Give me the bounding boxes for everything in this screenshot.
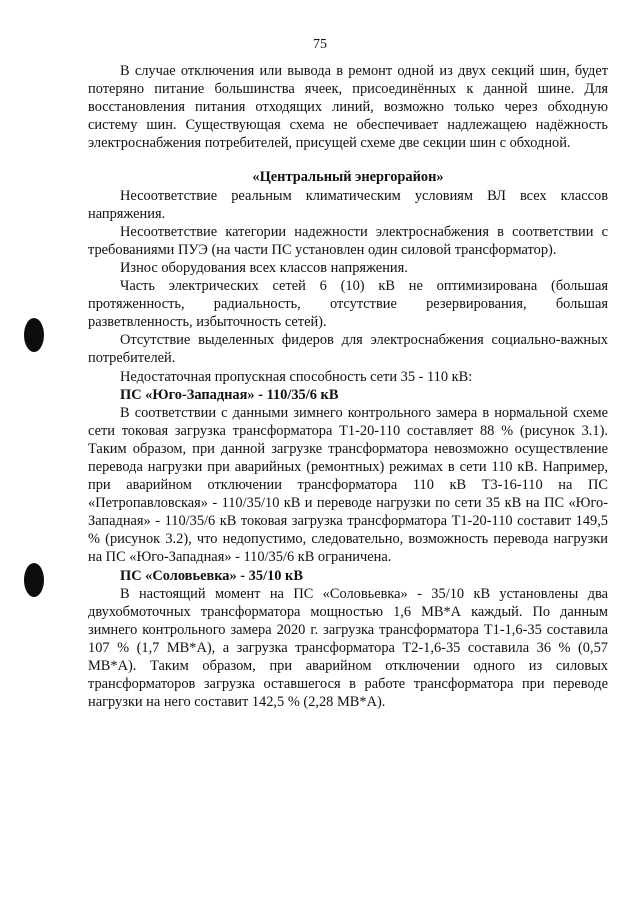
- paragraph-yugo-zapadnaya: В соответствии с данными зимнего контрольного замера в нормальной схеме сети токовая загрузка трансформатора Т1-20-110 составляет 88 % (рисунок 3.1). Таким образом, при данной загрузке трансформатора невозможно осуществление перевода нагрузки при аварийных (ремонтных) режимах в сети 110 кВ. Например, при аварийном отключении трансформатора 110 кВ Т3-16-110 на ПС «Петропавловская» - 110/35/10 кВ и переводе нагрузки по сети 35 кВ на ПС «Юго-Западная» - 110/35/6 кВ токовая загрузка трансформатора Т1-20-110 составит 149,5 % (рисунок 3.2), что недопустимо, следовательно, возможность перевода нагрузки на ПС «Юго-Западная» - 110/35/6 кВ ограничена.: [88, 404, 608, 566]
- paragraph-busbar-sections: В случае отключения или вывода в ремонт одной из двух секций шин, будет потеряно питание большинства ячеек, присоединённых к данной шине. Для восстановления питания отходящих линий, возможно только через обходную систему шин. Существующая схема не обеспечивает надлежащею надёжность электроснабжения потребителей, присущей схеме две секции шин с обходной.: [88, 63, 608, 152]
- paragraph-dedicated-feeders: Отсутствие выделенных фидеров для электроснабжения социально-важных потребителей.: [88, 332, 608, 367]
- paragraph-equipment-wear: Износ оборудования всех классов напряжения.: [120, 259, 408, 276]
- binding-hole-bottom: [24, 563, 44, 597]
- paragraph-reliability-category: Несоответствие категории надежности электроснабжения в соответствии с требованиями ПУЭ (на части ПС установлен один силовой трансформатор).: [88, 223, 608, 258]
- paragraph-network-optimization: Часть электрических сетей 6 (10) кВ не оптимизирована (большая протяженность, радиальность, отсутствие резервирования, большая разветвленность, избыточность сетей).: [88, 278, 608, 331]
- page-number: 75: [313, 37, 327, 52]
- subheading-solovyevka: ПС «Соловьевка» - 35/10 кВ: [120, 567, 303, 584]
- document-body: [88, 62, 608, 711]
- binding-hole-top: [24, 318, 44, 352]
- paragraph-solovyevka: В настоящий момент на ПС «Соловьевка» - 35/10 кВ установлены два двухобмоточных трансформатора мощностью 1,6 МВ*А каждый. По данным зимнего контрольного замера 2020 г. загрузка трансформатора Т1-1,6-35 составила 107 % (1,7 МВ*А), а загрузка трансформатора Т2-1,6-35 составила 36 % (0,57 МВ*А). Таким образом, при аварийном отключении одного из силовых трансформаторов загрузка оставшегося в работе трансформатора при переводе нагрузки на него составит 142,5 % (2,28 МВ*А).: [88, 585, 608, 711]
- section-heading-central: «Центральный энергорайон»: [252, 169, 444, 186]
- paragraph-throughput: Недостаточная пропускная способность сети 35 - 110 кВ:: [120, 368, 473, 385]
- paragraph-climate-mismatch: Несоответствие реальным климатическим условиям ВЛ всех классов напряжения.: [88, 187, 608, 222]
- subheading-yugo-zapadnaya: ПС «Юго-Западная» - 110/35/6 кВ: [120, 386, 339, 403]
